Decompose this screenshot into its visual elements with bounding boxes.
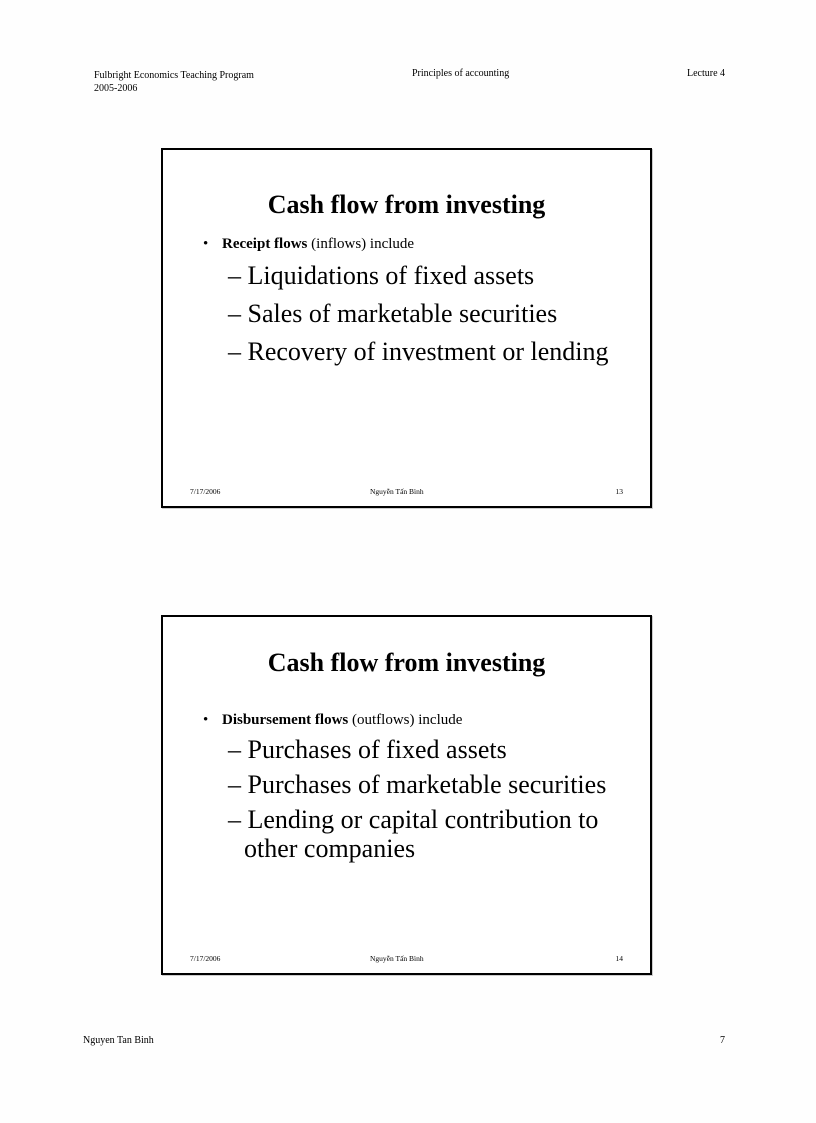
slide-bullet [203, 236, 414, 253]
slide-date: 7/17/2006 [190, 487, 221, 496]
bullet-bold: Disbursement flows [222, 712, 349, 728]
header-program-name: Fulbright Economics Teaching Program [94, 70, 254, 81]
sub-item: – Purchases of fixed assets [228, 735, 507, 764]
slide-author: Nguyễn Tấn Bình [370, 954, 424, 963]
footer-author: Nguyen Tan Binh [83, 1035, 154, 1046]
slide-14 [161, 615, 652, 975]
slide-author: Nguyễn Tấn Bình [370, 487, 424, 496]
sub-item: – Recovery of investment or lending [228, 337, 609, 366]
sub-item: – Liquidations of fixed assets [228, 261, 535, 290]
slide-number: 13 [615, 487, 623, 496]
footer-page-number: 7 [720, 1035, 725, 1046]
bullet-bold: Receipt flows [222, 236, 308, 252]
header-program [94, 69, 254, 95]
sub-item: – Lending or capital contribution to other companies [228, 805, 599, 863]
bullet-rest: (outflows) include [348, 712, 463, 728]
sub-item: – Sales of marketable securities [228, 299, 558, 328]
slide-number: 14 [615, 954, 623, 963]
bullet-dot: • [203, 712, 209, 728]
slide-title: Cash flow from investing [267, 190, 546, 219]
sub-items [228, 735, 628, 869]
slide-bullet [203, 712, 462, 729]
sub-items [228, 260, 628, 374]
slide-title: Cash flow from investing [267, 648, 546, 677]
header-years: 2005-2006 [94, 83, 138, 94]
bullet-rest: (inflows) include [307, 236, 415, 252]
sub-item: – Purchases of marketable securities [228, 770, 607, 799]
slide-date: 7/17/2006 [190, 954, 221, 963]
slide-13 [161, 148, 652, 508]
header-course: Principles of accounting [412, 68, 510, 79]
bullet-dot: • [203, 236, 209, 252]
header-lecture: Lecture 4 [687, 68, 726, 79]
